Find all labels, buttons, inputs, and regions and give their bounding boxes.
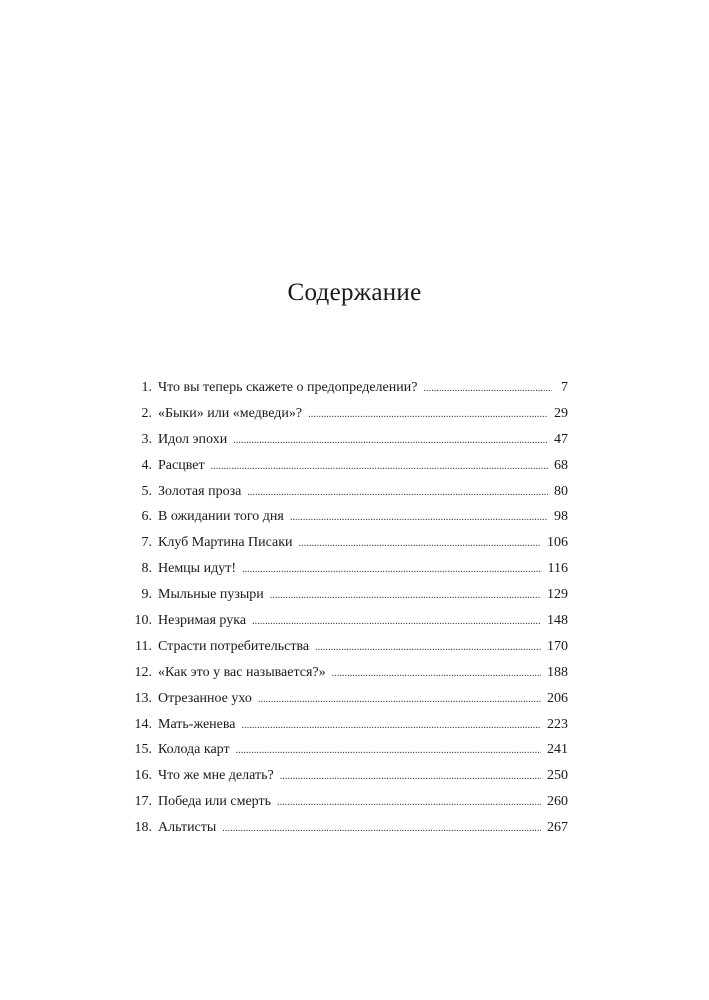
dot-leader <box>332 664 541 684</box>
toc-entry[interactable] <box>128 430 568 456</box>
toc-entry-title: «Быки» или «медведи»? <box>158 405 303 421</box>
dot-leader <box>290 508 548 528</box>
toc-entry-number: 15. <box>134 742 152 758</box>
toc-entry-page-number: 29 <box>554 405 568 421</box>
dot-leader <box>280 767 541 787</box>
toc-entry[interactable] <box>128 378 568 404</box>
toc-entry-page-number: 260 <box>547 794 568 810</box>
toc-entry[interactable] <box>128 507 568 533</box>
toc-entry-page-number: 7 <box>561 380 568 395</box>
dot-leader <box>423 379 552 399</box>
page-title: Содержание <box>287 279 422 306</box>
toc-entry-number: 17. <box>134 794 152 810</box>
toc-entry-title: Отрезанное ухо <box>158 690 252 706</box>
dot-leader <box>242 560 542 580</box>
dot-leader <box>315 638 541 658</box>
toc-entry-title: Немцы идут! <box>158 561 236 577</box>
toc-entry[interactable] <box>128 404 568 430</box>
toc-entry-title: В ожидании того дня <box>158 509 284 525</box>
toc-entry-title: Незримая рука <box>158 613 247 629</box>
toc-entry[interactable] <box>128 818 568 844</box>
dot-leader <box>247 483 548 503</box>
toc-entry-page-number: 98 <box>554 509 568 525</box>
table-of-contents <box>128 378 568 844</box>
toc-entry-title: Мыльные пузыри <box>158 587 264 603</box>
toc-entry-page-number: 188 <box>547 664 568 680</box>
toc-entry-page-number: 223 <box>547 716 568 732</box>
dot-leader <box>242 716 541 736</box>
toc-entry-title: Победа или смерть <box>158 794 271 810</box>
toc-entry-title: Что вы теперь скажете о предопределении? <box>158 380 418 395</box>
dot-leader <box>258 690 541 710</box>
toc-entry-number: 3. <box>141 431 152 447</box>
dot-leader <box>299 534 541 554</box>
dot-leader <box>270 586 541 606</box>
toc-entry[interactable] <box>128 715 568 741</box>
toc-entry[interactable] <box>128 482 568 508</box>
toc-entry-number: 4. <box>141 457 152 473</box>
toc-entry-number: 6. <box>141 509 152 525</box>
dot-leader <box>222 819 541 839</box>
toc-entry-number: 1. <box>141 380 152 395</box>
toc-entry-page-number: 206 <box>547 690 568 706</box>
toc-entry-title: Расцвет <box>158 457 205 473</box>
toc-entry-number: 16. <box>134 768 152 784</box>
toc-entry[interactable] <box>128 456 568 482</box>
toc-entry-page-number: 80 <box>554 483 568 499</box>
toc-entry-number: 14. <box>134 716 152 732</box>
toc-entry-number: 5. <box>141 483 152 499</box>
toc-entry-page-number: 106 <box>547 535 568 551</box>
toc-entry-page-number: 129 <box>547 587 568 603</box>
toc-entry-page-number: 148 <box>547 613 568 629</box>
toc-entry-title: Клуб Мартина Писаки <box>158 535 293 551</box>
toc-entry-number: 11. <box>135 638 152 654</box>
dot-leader <box>211 457 548 477</box>
toc-entry-number: 10. <box>134 613 152 629</box>
toc-entry-number: 7. <box>141 535 152 551</box>
toc-entry[interactable] <box>128 792 568 818</box>
toc-entry-page-number: 267 <box>547 820 568 836</box>
toc-entry-number: 13. <box>134 690 152 706</box>
dot-leader <box>308 405 548 425</box>
toc-entry-number: 8. <box>141 561 152 577</box>
toc-entry[interactable] <box>128 637 568 663</box>
toc-entry-title: «Как это у вас называется?» <box>158 664 326 680</box>
toc-entry-page-number: 241 <box>547 742 568 758</box>
toc-entry-page-number: 47 <box>554 431 568 447</box>
toc-entry[interactable] <box>128 740 568 766</box>
toc-entry-number: 18. <box>134 820 152 836</box>
toc-entry-number: 2. <box>141 405 152 421</box>
toc-entry-page-number: 116 <box>547 561 568 577</box>
toc-entry-title: Золотая проза <box>158 483 242 499</box>
toc-entry-title: Страсти потребительства <box>158 638 310 654</box>
toc-entry[interactable] <box>128 663 568 689</box>
dot-leader <box>236 741 541 761</box>
dot-leader <box>252 612 541 632</box>
toc-entry-number: 12. <box>134 664 152 680</box>
toc-entry-title: Идол эпохи <box>158 431 228 447</box>
toc-entry-page-number: 68 <box>554 457 568 473</box>
toc-entry-title: Мать-женева <box>158 716 236 732</box>
toc-entry-page-number: 170 <box>547 638 568 654</box>
toc-entry-number: 9. <box>141 587 152 603</box>
toc-entry-title: Альтисты <box>158 820 217 836</box>
toc-entry[interactable] <box>128 689 568 715</box>
toc-entry-title: Что же мне делать? <box>158 768 274 784</box>
toc-entry[interactable] <box>128 585 568 611</box>
toc-entry-page-number: 250 <box>547 768 568 784</box>
toc-entry-title: Колода карт <box>158 742 230 758</box>
dot-leader <box>277 793 541 813</box>
dot-leader <box>233 431 548 451</box>
toc-entry[interactable] <box>128 611 568 637</box>
toc-entry[interactable] <box>128 533 568 559</box>
toc-entry[interactable] <box>128 559 568 585</box>
toc-entry[interactable] <box>128 766 568 792</box>
